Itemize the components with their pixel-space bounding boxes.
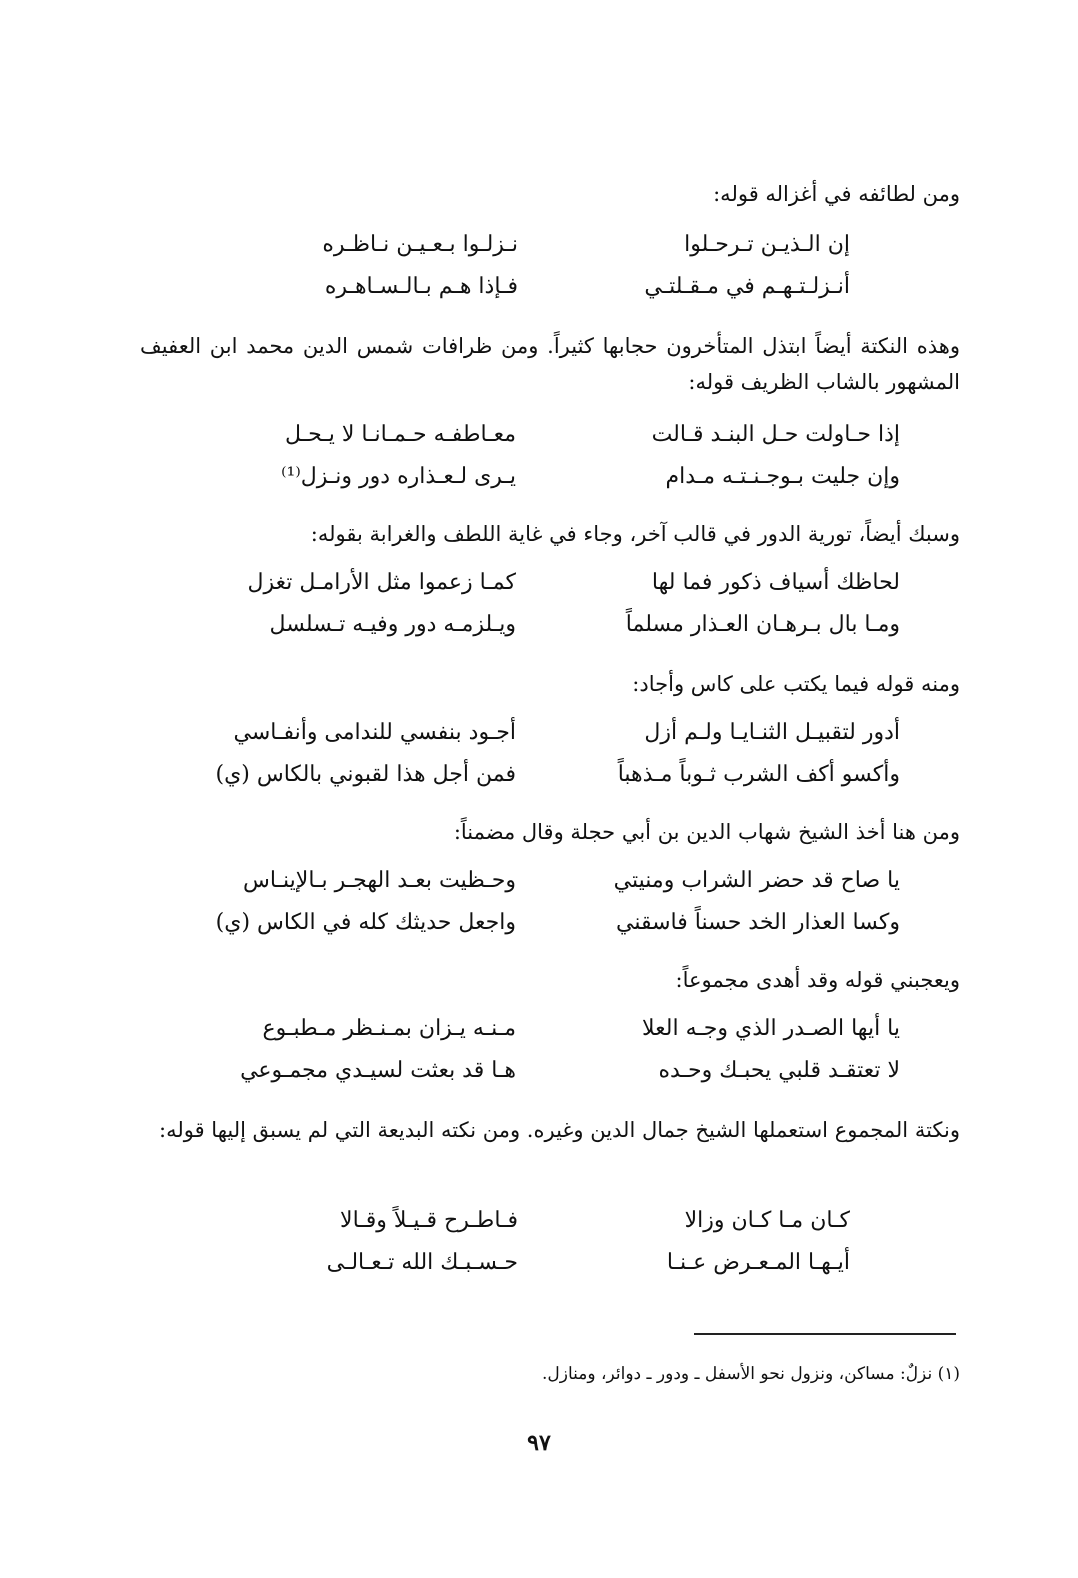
- hemistich-first: كـان مـا كـان وزالا: [684, 1208, 850, 1233]
- hemistich-first: إذا حـاولت حـل البنـد قـالت: [651, 422, 900, 447]
- hemistich-second: كمـا زعموا مثل الأرامـل تغزل: [247, 570, 516, 595]
- paragraph-commentary: ويعجبني قوله وقد أهدى مجموعاً:: [675, 968, 960, 992]
- verse-line: [180, 762, 900, 804]
- verse-line: [180, 1016, 900, 1058]
- page-number: ٩٧: [527, 1430, 551, 1456]
- poem-6: [180, 1016, 900, 1100]
- verse-line: [180, 612, 900, 654]
- hemistich-second: هـا قد بعثت لسيـدي مجمـوعي: [240, 1058, 516, 1083]
- verse-line: [210, 274, 850, 316]
- hemistich-first: أدور لتقبيـل الثنـايـا ولـم أزل: [644, 720, 900, 745]
- footnote-separator: [694, 1333, 956, 1335]
- footnote: (١) نزلٌ: مساكن، ونزول نحو الأسفل ـ ودور ـ دوائر، ومنازل.: [542, 1364, 960, 1384]
- hemistich-second: ويـلزمـه دور وفيـه تـسلسل: [269, 612, 516, 637]
- verse-line: [210, 232, 850, 274]
- hemistich-second: نـزلـوا بـعـيـن نـاظـره: [322, 232, 518, 257]
- paragraph-commentary: ومن هنا أخذ الشيخ شهاب الدين بن أبي حجلة وقال مضمناً:: [453, 820, 960, 844]
- hemistich-second: يـرى لـعـذاره دور ونـزل⁽¹⁾: [281, 464, 516, 489]
- verse-line: [180, 1058, 900, 1100]
- paragraph-intro: ومن لطائفه في أغزاله قوله:: [713, 182, 960, 206]
- verse-line: [210, 1208, 850, 1250]
- poem-3: [180, 570, 900, 654]
- paragraph-commentary: ونكتة المجموع استعملها الشيخ جمال الدين وغيره. ومن نكته البديعة التي لم يسبق إليها قوله:: [159, 1118, 960, 1142]
- hemistich-first: وكسا العذار الخد حسناً فاسقني: [615, 910, 900, 935]
- verse-line: [210, 1250, 850, 1292]
- verse-line: [180, 910, 900, 952]
- hemistich-first: أنـزلـتـهـم في مـقـلتـي: [644, 274, 850, 299]
- poem-7: [210, 1208, 850, 1292]
- hemistich-second: فـإذا هـم بـالـسـاهـره: [324, 274, 518, 299]
- paragraph-commentary: وهذه النكتة أيضاً ابتذل المتأخرون حجابها كثيراً. ومن ظرافات شمس الدين محمد ابن العفيف المشهور بالشاب الظريف قوله:: [140, 334, 960, 394]
- hemistich-first: وأكسو أكف الشرب ثـوباً مـذهباً: [617, 762, 900, 787]
- verse-line: [180, 570, 900, 612]
- poem-5: [180, 868, 900, 952]
- paragraph-commentary: وسبك أيضاً، تورية الدور في قالب آخر، وجاء في غاية اللطف والغرابة بقوله:: [310, 522, 960, 546]
- hemistich-first: يا أيها الصـدر الذي وجـه العلا: [642, 1016, 900, 1041]
- hemistich-first: وإن جليت بـوجـنـتـه مـدام: [665, 464, 900, 489]
- verse-line: [180, 868, 900, 910]
- verse-line: [180, 422, 900, 464]
- poem-2: [180, 422, 900, 506]
- hemistich-first: إن الـذيـن تـرحـلوا: [684, 232, 850, 257]
- verse-line: [180, 720, 900, 762]
- poem-1: [210, 232, 850, 316]
- poem-4: [180, 720, 900, 804]
- hemistich-first: يا صاح قد حضر الشراب ومنيتي: [613, 868, 900, 893]
- hemistich-first: ومـا بال بـرهـان العـذار مسلماً: [625, 612, 900, 637]
- hemistich-second: معـاطفـه حـمـانـا لا يـحـل: [284, 422, 516, 447]
- hemistich-second: فـاطـرح قـيـلاً وقـالا: [340, 1208, 518, 1233]
- hemistich-first: لا تعتقـد قلبي يحبـك وحـده: [658, 1058, 900, 1083]
- hemistich-second: مـنـه يـزان بمـنـظر مـطبـوع: [262, 1016, 516, 1041]
- hemistich-first: أيـهـا المـعـرض عـنـا: [666, 1250, 850, 1275]
- hemistich-second: واجعل حديثك كله في الكاس (ي): [215, 910, 516, 935]
- verse-line: [180, 464, 900, 506]
- hemistich-second: حـسـبـك الله تـعـالـى: [326, 1250, 518, 1275]
- hemistich-first: لحاظك أسياف ذكور فما لها: [651, 570, 900, 595]
- hemistich-second: وحـظيت بعـد الهجـر بـالإينـاس: [243, 868, 516, 893]
- paragraph-commentary: ومنه قوله فيما يكتب على كاس وأجاد:: [632, 672, 960, 696]
- hemistich-second: فمن أجل هذا لقبوني بالكاس (ي): [215, 762, 516, 787]
- hemistich-second: أجـود بنفسي للندامى وأنفـاسي: [233, 720, 516, 745]
